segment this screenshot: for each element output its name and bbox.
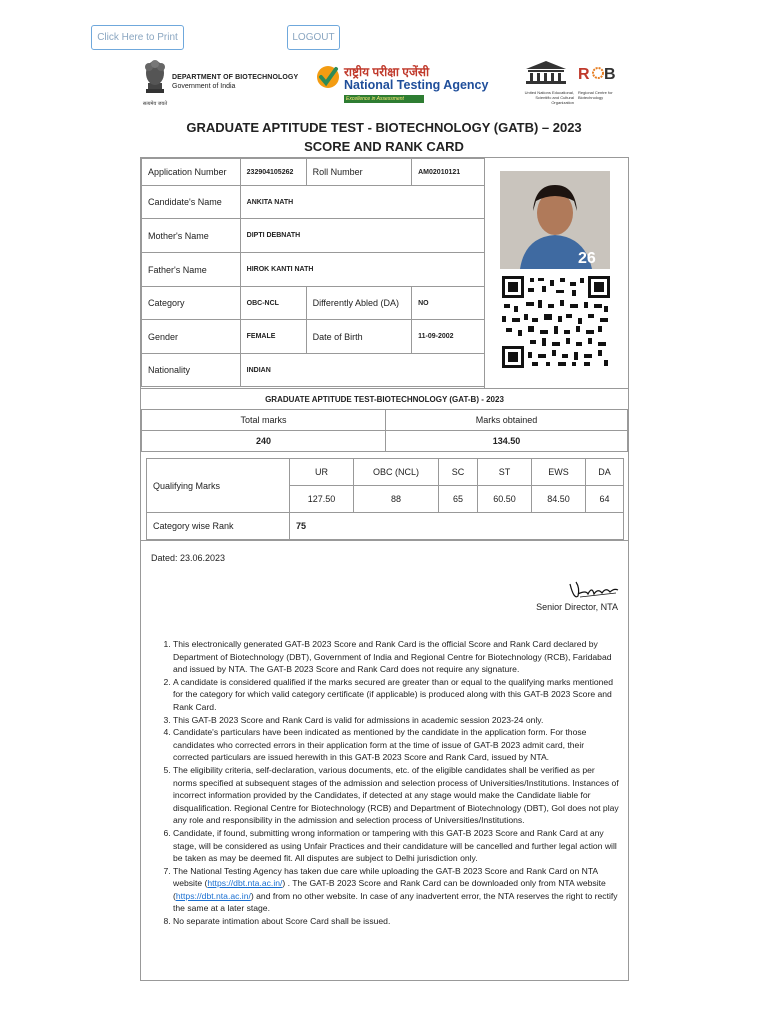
nationality-value: INDIAN <box>240 354 484 387</box>
qual-header-ur: UR <box>290 459 354 486</box>
note7-part-a: The National Testing Agency has taken due care while uploading the GAT-B 2023 Score and Rank Card on NTA website ( <box>173 865 598 889</box>
qual-value-ews: 84.50 <box>532 486 586 513</box>
nta-check-icon <box>316 63 340 91</box>
nationality-label: Nationality <box>142 354 241 387</box>
qual-value-st: 60.50 <box>478 486 532 513</box>
candidate-details-table <box>141 158 485 387</box>
note-item: 6. Candidate, if found, submitting wrong information or tampering with this GAT-B 2023 Score and Rank Card at any stage, will be considered as using Unfair Practices and their candidature will be cancelled and further legal action will be taken as may be deemed fit. All disputes are subject to Delhi jurisdiction only. <box>173 827 619 865</box>
nta-tagline: Excellence in Assessment <box>344 95 424 103</box>
note-item: 3. This GAT-B 2023 Score and Rank Card is valid for admissions in academic session 2023-24 only. <box>173 714 619 727</box>
unesco-logo <box>518 59 574 107</box>
photo-number: 26 <box>578 250 596 267</box>
emblem-caption: सत्यमेव जयते <box>142 101 168 107</box>
marks-table <box>141 409 628 452</box>
dbt-govt: Government of India <box>172 83 236 90</box>
da-value: NO <box>412 287 485 320</box>
qualifying-marks-table <box>146 458 624 540</box>
note-item: 2. A candidate is considered qualified if the marks secured are greater than or equal to the qualifying marks mentioned for the category for which valid category certificate (if applicable) is produced along with this GAT-B 2023 Score and Rank Card. <box>173 676 619 714</box>
candidate-photo <box>500 171 610 269</box>
qualifying-marks-label: Qualifying Marks <box>147 459 290 513</box>
notes-list <box>173 638 619 928</box>
qual-value-ur: 127.50 <box>290 486 354 513</box>
rcb-mark-icon <box>576 59 616 85</box>
note7-part-c: ) and from no other website. In case of any inadvertent error, the NTA reserves the right to rectify the same at a later stage. <box>173 890 618 914</box>
note7-part-b: ) . The GAT-B 2023 Score and Rank Card can be downloaded only from NTA website ( <box>173 878 606 901</box>
da-label: Differently Abled (DA) <box>306 287 412 320</box>
father-name-label: Father's Name <box>142 253 241 287</box>
application-number-value: 232904105262 <box>240 159 306 186</box>
nta-website-link-2[interactable]: https://dbt.nta.ac.in/ <box>175 890 251 901</box>
qual-header-da: DA <box>586 459 624 486</box>
svg-text:R: R <box>578 66 590 83</box>
category-label: Category <box>142 287 241 320</box>
rcb-logo <box>576 59 630 107</box>
qual-header-ews: EWS <box>532 459 586 486</box>
rcb-text: Regional Centre for Biotechnology <box>578 90 613 100</box>
gender-value: FEMALE <box>240 320 306 354</box>
score-card <box>140 157 629 981</box>
application-number-label: Application Number <box>142 159 241 186</box>
mother-name-label: Mother's Name <box>142 219 241 253</box>
category-value: OBC-NCL <box>240 287 306 320</box>
title-line1: GRADUATE APTITUDE TEST - BIOTECHNOLOGY (GATB) – 2023 <box>186 120 582 135</box>
note-item: 4. Candidate's particulars have been indicated as mentioned by the candidate in the application form. For those candidates who corrected errors in their application form at the time of issue of GAT-B 2023 admit card, their corrected particulars are issued herewith in this GAT-B 2023 Score and Rank Card, issued by NTA. <box>173 726 619 764</box>
logo-row <box>140 55 628 111</box>
qual-header-sc: SC <box>439 459 478 486</box>
qr-code-icon <box>502 276 610 368</box>
note-item: 1. This electronically generated GAT-B 2023 Score and Rank Card is the official Score and Rank Card declared by Department of Biotechnology (DBT), Government of India and Regional Centre for Biotechnology (RCB), Faridabad and issued by NTA. The GAT-B 2023 Score and Rank Card does not require any signature. <box>173 638 619 676</box>
svg-text:B: B <box>604 66 616 83</box>
gender-label: Gender <box>142 320 241 354</box>
note-item: 5. The eligibility criteria, self-declaration, various documents, etc. of the eligible candidates shall be verified as per norms specified at subsequent stages of the admission and selection process of Universities/Institutions. Instances of incorrect information provided by the Candidates, if detected at any stage would make the Candidate liable for disqualification. Regional Centre for Biotechnology (RCB) and Department of Biotechnology (DBT), GoI does not play any role and responsibility in the admission and selection process of Universities/Institutions. <box>173 764 619 827</box>
roll-number-label: Roll Number <box>306 159 412 186</box>
note-item <box>173 865 619 915</box>
print-button[interactable]: Click Here to Print <box>91 25 184 50</box>
dbt-name: DEPARTMENT OF BIOTECHNOLOGY <box>172 74 299 81</box>
total-marks-label: Total marks <box>142 410 386 431</box>
candidate-name-value: ANKITA NATH <box>240 186 484 219</box>
marks-obtained-label: Marks obtained <box>386 410 628 431</box>
category-rank-label: Category wise Rank <box>147 513 290 540</box>
note-item: 8. No separate intimation about Score Card shall be issued. <box>173 915 619 928</box>
marks-obtained-value: 134.50 <box>386 431 628 452</box>
total-marks-value: 240 <box>142 431 386 452</box>
dob-value: 11-09-2002 <box>412 320 485 354</box>
qual-header-obc: OBC (NCL) <box>354 459 439 486</box>
qual-value-da: 64 <box>586 486 624 513</box>
candidate-name-label: Candidate's Name <box>142 186 241 219</box>
nta-english-name: National Testing Agency <box>344 78 489 92</box>
national-emblem-icon <box>140 55 170 109</box>
title-line2: SCORE AND RANK CARD <box>304 139 464 154</box>
father-name-value: HIROK KANTI NATH <box>240 253 484 287</box>
mother-name-value: DIPTI DEBNATH <box>240 219 484 253</box>
signature-icon <box>566 578 621 603</box>
unesco-text: United Nations Educational, Scientific and Cultural Organization <box>524 90 574 105</box>
dated-text: Dated: 23.06.2023 <box>151 553 226 563</box>
unesco-temple-icon <box>518 59 574 85</box>
signatory-title: Senior Director, NTA <box>536 602 618 612</box>
category-rank-value: 75 <box>290 513 624 540</box>
logout-button[interactable]: LOGOUT <box>287 25 340 50</box>
nta-logo <box>316 63 489 105</box>
section-divider <box>141 540 628 541</box>
roll-number-value: AM02010121 <box>412 159 485 186</box>
dbt-logo <box>140 55 310 111</box>
photo-divider <box>484 158 485 388</box>
dob-label: Date of Birth <box>306 320 412 354</box>
qual-value-sc: 65 <box>439 486 478 513</box>
nta-hindi-name: राष्ट्रीय परीक्षा एजेंसी <box>344 65 430 79</box>
qual-value-obc: 88 <box>354 486 439 513</box>
qual-header-st: ST <box>478 459 532 486</box>
exam-title: GRADUATE APTITUDE TEST-BIOTECHNOLOGY (GAT-B) - 2023 <box>141 388 628 410</box>
page-title <box>0 118 768 156</box>
nta-website-link[interactable]: https://dbt.nta.ac.in/ <box>207 878 283 889</box>
